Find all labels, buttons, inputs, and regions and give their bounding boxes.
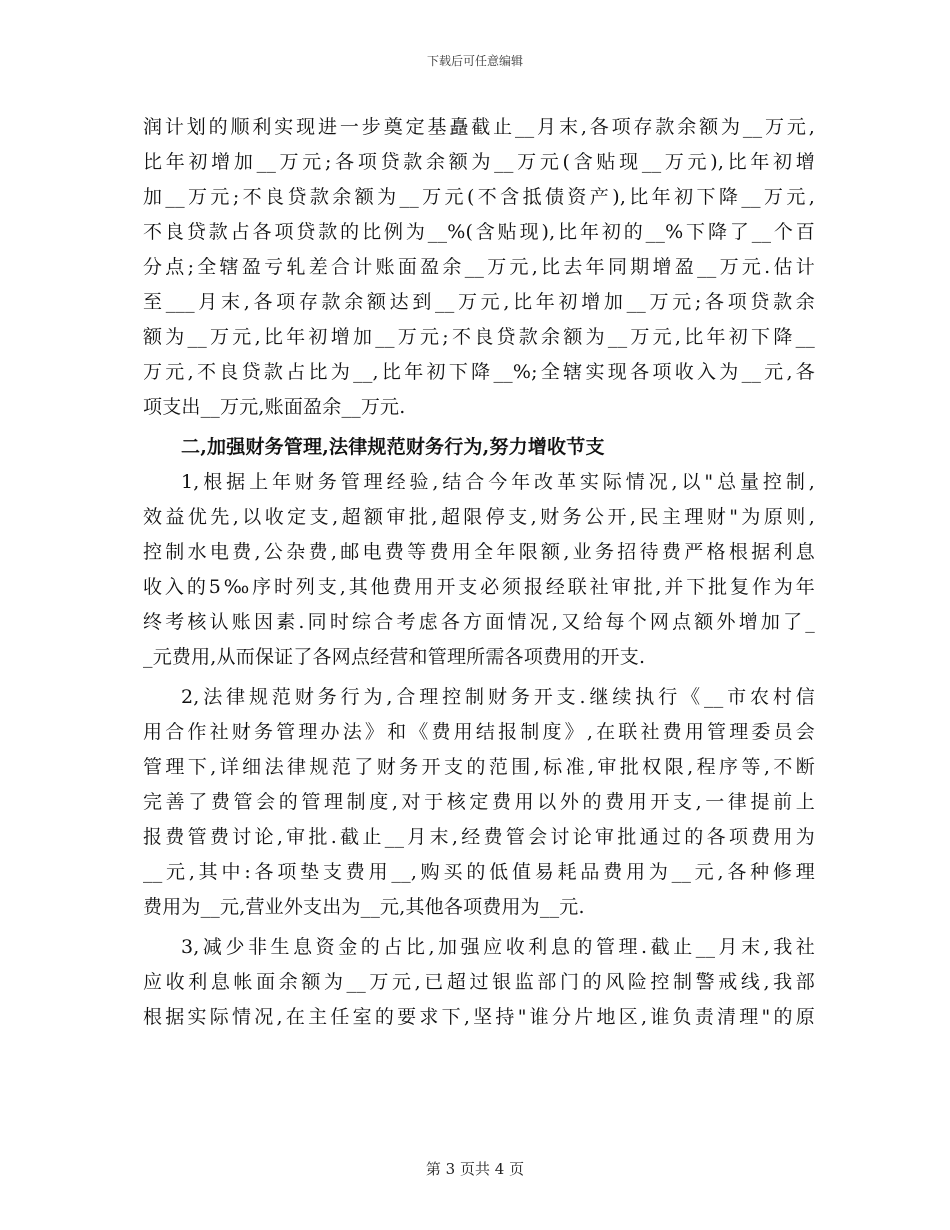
text-line: 不良贷款占各项贷款的比例为__%(含贴现),比年初的__%下降了__个百: [143, 221, 815, 243]
text-line: 根据实际情况,在主任室的要求下,坚持"谁分片地区,谁负责清理"的原: [143, 1006, 815, 1028]
text-line: 完善了费管会的管理制度,对于核定费用以外的费用开支,一律提前上: [143, 791, 815, 813]
text-line: 万元,不良贷款占比为__,比年初下降__%;全辖实现各项收入为__元,各: [143, 361, 815, 383]
text-line: 控制水电费,公杂费,邮电费等费用全年限额,业务招待费严格根据利息: [143, 541, 815, 563]
text-line: 管理下,详细法律规范了财务开支的范围,标准,审批权限,程序等,不断: [143, 756, 815, 778]
text-line: 效益优先,以收定支,超额审批,超限停支,财务公开,民主理财"为原则,: [143, 506, 815, 528]
text-line: 应收利息帐面余额为__万元,已超过银监部门的风险控制警戒线,我部: [143, 971, 815, 993]
text-line: 加__万元;不良贷款余额为__万元(不含抵债资产),比年初下降__万元,: [143, 186, 815, 208]
text-line: 至___月末,各项存款余额达到__万元,比年初增加__万元;各项贷款余: [143, 291, 815, 313]
document-body: [143, 110, 815, 1035]
text-line: _元费用,从而保证了各网点经营和管理所需各项费用的开支.: [143, 646, 646, 668]
text-line: 用合作社财务管理办法》和《费用结报制度》,在联社费用管理委员会: [143, 721, 815, 743]
page-footer: 第 3 页共 4 页: [425, 1160, 525, 1178]
text-line: 比年初增加__万元;各项贷款余额为__万元(含贴现__万元),比年初增: [143, 151, 815, 173]
text-line: 3,减少非生息资金的占比,加强应收利息的管理.截止__月末,我社: [181, 936, 815, 958]
text-line: 额为__万元,比年初增加__万元;不良贷款余额为__万元,比年初下降__: [143, 326, 815, 348]
text-line: 分点;全辖盈亏轧差合计账面盈余__万元,比去年同期增盈__万元.估计: [143, 256, 815, 278]
text-line: 项支出__万元,账面盈余__万元.: [143, 396, 406, 418]
text-line: __元,其中:各项垫支费用__,购买的低值易耗品费用为__元,各种修理: [143, 861, 815, 883]
text-line: 1,根据上年财务管理经验,结合今年改革实际情况,以"总量控制,: [181, 471, 815, 493]
text-line: 收入的5‰序时列支,其他费用开支必须报经联社审批,并下批复作为年: [143, 576, 815, 598]
page-header: 下载后可任意编辑: [426, 54, 523, 68]
text-line: 费用为__元,营业外支出为__元,其他各项费用为__元.: [143, 896, 585, 918]
section-heading: 二,加强财务管理,法律规范财务行为,努力增收节支: [181, 436, 605, 458]
text-line: 2,法律规范财务行为,合理控制财务开支.继续执行《__市农村信: [181, 686, 815, 708]
text-line: 润计划的顺利实现进一步奠定基矗截止__月末,各项存款余额为__万元,: [143, 116, 815, 138]
text-line: 终考核认账因素.同时综合考虑各方面情况,又给每个网点额外增加了_: [143, 611, 815, 633]
text-line: 报费管费讨论,审批.截止__月末,经费管会讨论审批通过的各项费用为: [143, 826, 815, 848]
